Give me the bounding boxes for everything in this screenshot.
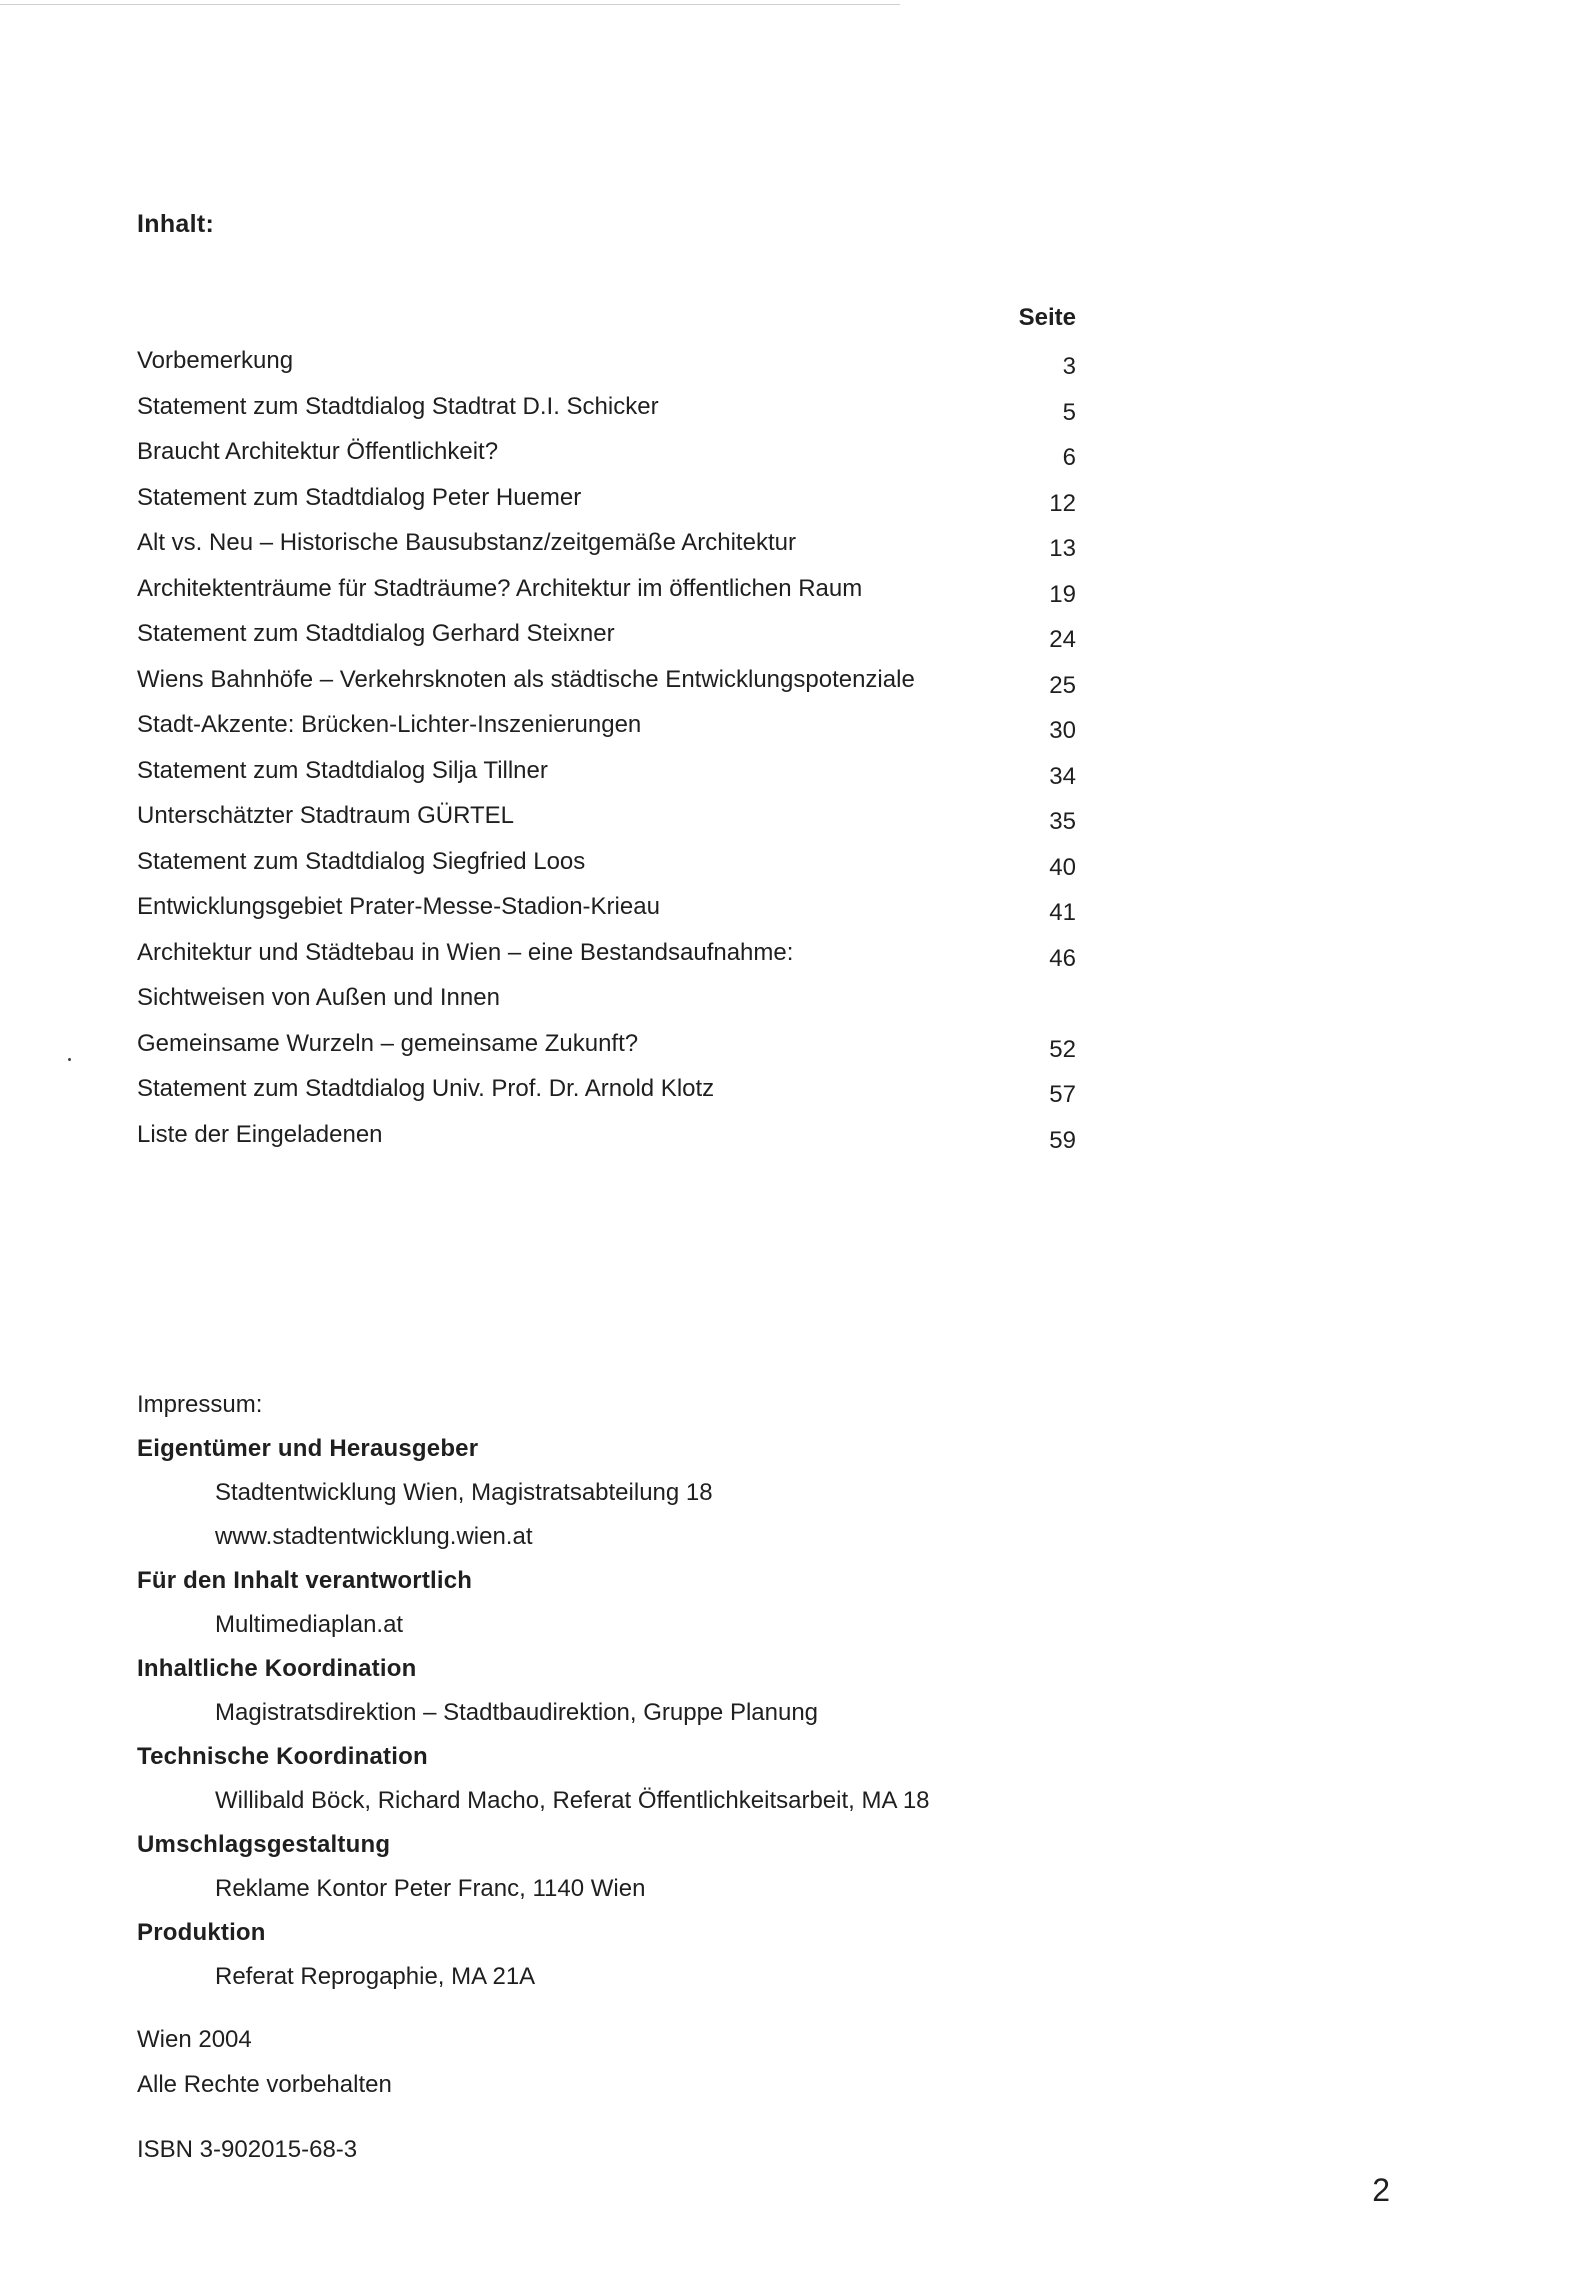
toc-entry-page: 3 (1062, 353, 1076, 380)
toc-entry-page: 46 (1049, 944, 1076, 972)
toc-entry (137, 478, 1077, 524)
toc-entry-page: 25 (1049, 671, 1076, 699)
toc-entry (137, 978, 1077, 1024)
toc-entry (137, 341, 1077, 387)
impressum-value: Reklame Kontor Peter Franc, 1140 Wien (215, 1875, 646, 1902)
toc-entry (137, 751, 1077, 797)
toc-entry-title: Wiens Bahnhöfe – Verkehrsknoten als städtische Entwicklungspotenziale (137, 665, 915, 693)
toc-entry-title: Statement zum Stadtdialog Peter Huemer (137, 483, 582, 511)
toc-entry-title: Stadt-Akzente: Brücken-Lichter-Inszenierungen (137, 711, 642, 738)
toc-entry-title: Statement zum Stadtdialog Silja Tillner (137, 756, 548, 784)
toc-entry-page: 5 (1062, 398, 1076, 426)
toc-entry (137, 796, 1077, 842)
toc-entry (137, 1115, 1077, 1161)
toc-entry-page: 12 (1049, 489, 1076, 517)
page-column-label: Seite (1018, 304, 1076, 331)
toc-entry (137, 705, 1077, 751)
impressum-label: Produktion (137, 1919, 266, 1946)
rights-notice: Alle Rechte vorbehalten (137, 2071, 392, 2098)
toc-entry-page: 34 (1049, 762, 1076, 790)
toc-entry-title: Statement zum Stadtdialog Stadtrat D.I. Schicker (137, 392, 659, 420)
impressum-label: Technische Koordination (137, 1743, 428, 1770)
toc-entry-title: Vorbemerkung (137, 347, 294, 374)
toc-entry (137, 523, 1077, 569)
toc-entry-page: 6 (1062, 444, 1076, 471)
impressum-value: Willibald Böck, Richard Macho, Referat Öffentlichkeitsarbeit, MA 18 (215, 1787, 930, 1814)
impressum-label: Inhaltliche Koordination (137, 1655, 417, 1682)
toc-entry-title: Liste der Eingeladenen (137, 1120, 383, 1148)
impressum-label: Für den Inhalt verantwortlich (137, 1567, 473, 1594)
toc-entry-title: Statement zum Stadtdialog Siegfried Loos (137, 847, 586, 875)
toc-entry (137, 933, 1077, 979)
scan-dot-mark (68, 1058, 71, 1061)
toc-entry-title: Entwicklungsgebiet Prater-Messe-Stadion-Krieau (137, 893, 660, 920)
impressum-intro: Impressum: (137, 1391, 263, 1418)
table-of-contents (137, 341, 1077, 1160)
toc-entry-title: Statement zum Stadtdialog Gerhard Steixner (137, 620, 615, 647)
toc-entry-page: 19 (1049, 580, 1076, 608)
toc-entry (137, 432, 1077, 478)
toc-entry-page: 40 (1049, 853, 1076, 881)
impressum-value: Multimediaplan.at (215, 1611, 404, 1638)
impressum-sections (137, 1429, 1137, 2001)
toc-entry (137, 569, 1077, 615)
toc-entry-title: Sichtweisen von Außen und Innen (137, 984, 500, 1011)
impressum-value: Stadtentwicklung Wien, Magistratsabteilung 18 (215, 1479, 713, 1506)
scan-edge-line (0, 4, 900, 5)
toc-entry-page: 41 (1049, 899, 1076, 926)
toc-entry (137, 842, 1077, 888)
toc-entry (137, 887, 1077, 933)
toc-entry-page: 59 (1049, 1126, 1076, 1154)
toc-entry-page: 30 (1049, 717, 1076, 744)
impressum-value: Referat Reprogaphie, MA 21A (215, 1963, 536, 1990)
toc-entry (137, 1069, 1077, 1115)
impressum-value: Magistratsdirektion – Stadtbaudirektion, Gruppe Planung (215, 1699, 819, 1726)
toc-entry-title: Braucht Architektur Öffentlichkeit? (137, 438, 499, 465)
toc-entry (137, 614, 1077, 660)
toc-entry-page: 52 (1049, 1035, 1076, 1063)
toc-entry-page: 13 (1049, 535, 1076, 562)
impressum-label: Umschlagsgestaltung (137, 1831, 391, 1858)
toc-entry-title: Statement zum Stadtdialog Univ. Prof. Dr. Arnold Klotz (137, 1075, 715, 1102)
toc-entry-page: 35 (1049, 808, 1076, 835)
toc-entry (137, 1024, 1077, 1070)
toc-entry (137, 387, 1077, 433)
toc-entry-title: Gemeinsame Wurzeln – gemeinsame Zukunft? (137, 1029, 639, 1057)
toc-entry-title: Architektur und Städtebau in Wien – eine Bestandsaufnahme: (137, 938, 794, 966)
toc-entry-page: 24 (1049, 626, 1076, 653)
impressum-value: www.stadtentwicklung.wien.at (215, 1523, 533, 1550)
toc-entry-title: Alt vs. Neu – Historische Bausubstanz/zeitgemäße Architektur (137, 529, 796, 556)
toc-entry-page: 57 (1049, 1081, 1076, 1108)
toc-entry (137, 660, 1077, 706)
toc-entry-title: Unterschätzter Stadtraum GÜRTEL (137, 802, 515, 829)
toc-entry-title: Architektenträume für Stadträume? Architektur im öffentlichen Raum (137, 574, 863, 602)
contents-heading: Inhalt: (137, 210, 215, 238)
page-number: 2 (1372, 2172, 1390, 2208)
place-year: Wien 2004 (137, 2026, 252, 2053)
impressum (137, 1385, 1137, 2174)
isbn: ISBN 3-902015-68-3 (137, 2136, 358, 2163)
impressum-label: Eigentümer und Herausgeber (137, 1435, 479, 1462)
